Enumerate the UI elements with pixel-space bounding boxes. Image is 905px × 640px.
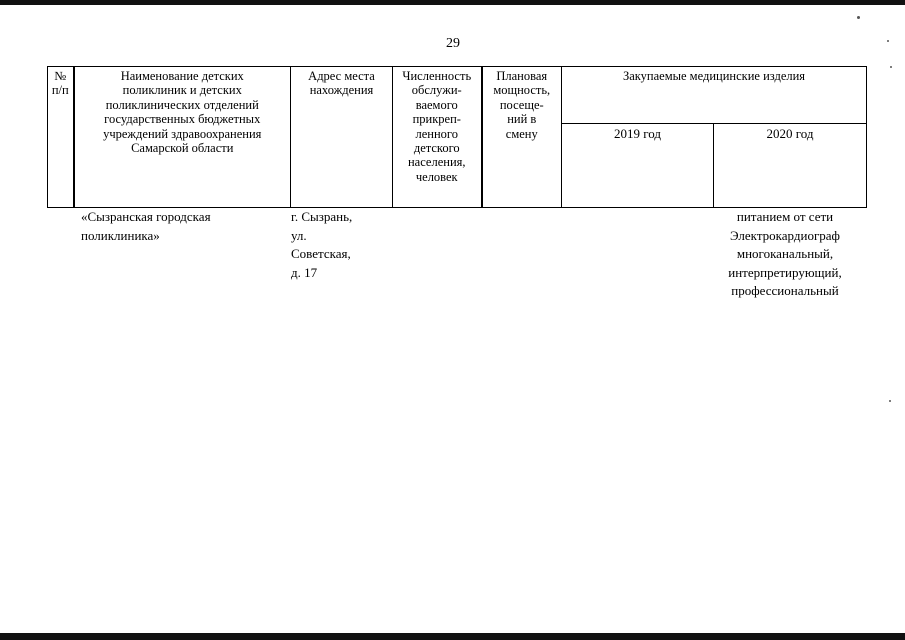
- scan-edge-top: [0, 0, 905, 5]
- row-items-2020: питанием от сети Электрокардиограф многоканальный, интерпретирующий, профессиональный: [728, 209, 842, 298]
- row-institution-name: «Сызранская городская поликлиника»: [81, 209, 211, 243]
- scan-edge-bottom: [0, 633, 905, 640]
- header-col-capacity: Плановая мощность, посеще- ний в смену: [482, 67, 562, 208]
- page-number: 29: [446, 36, 460, 51]
- header-col-purchased: Закупаемые медицинские изделия: [562, 67, 867, 124]
- row-address: г. Сызрань, ул. Советская, д. 17: [291, 209, 353, 280]
- header-row-top: [48, 67, 867, 124]
- header-col-name: Наименование детских поликлиник и детских поликлинических отделений государственных бюджетных учреждений здравоохранения Самарской области: [74, 67, 291, 208]
- header-col-number: № п/п: [48, 67, 74, 208]
- scan-speck: [889, 400, 891, 402]
- scan-speck: [857, 16, 860, 19]
- scan-speck: [890, 66, 892, 68]
- header-col-population: Численность обслужи- ваемого прикреп- ленного детского населения, человек: [393, 67, 482, 208]
- header-col-2020: 2020 год: [714, 124, 867, 208]
- scan-speck: [887, 40, 889, 42]
- header-col-2019: 2019 год: [562, 124, 714, 208]
- header-col-address: Адрес места нахождения: [291, 67, 393, 208]
- header-table: [47, 66, 867, 208]
